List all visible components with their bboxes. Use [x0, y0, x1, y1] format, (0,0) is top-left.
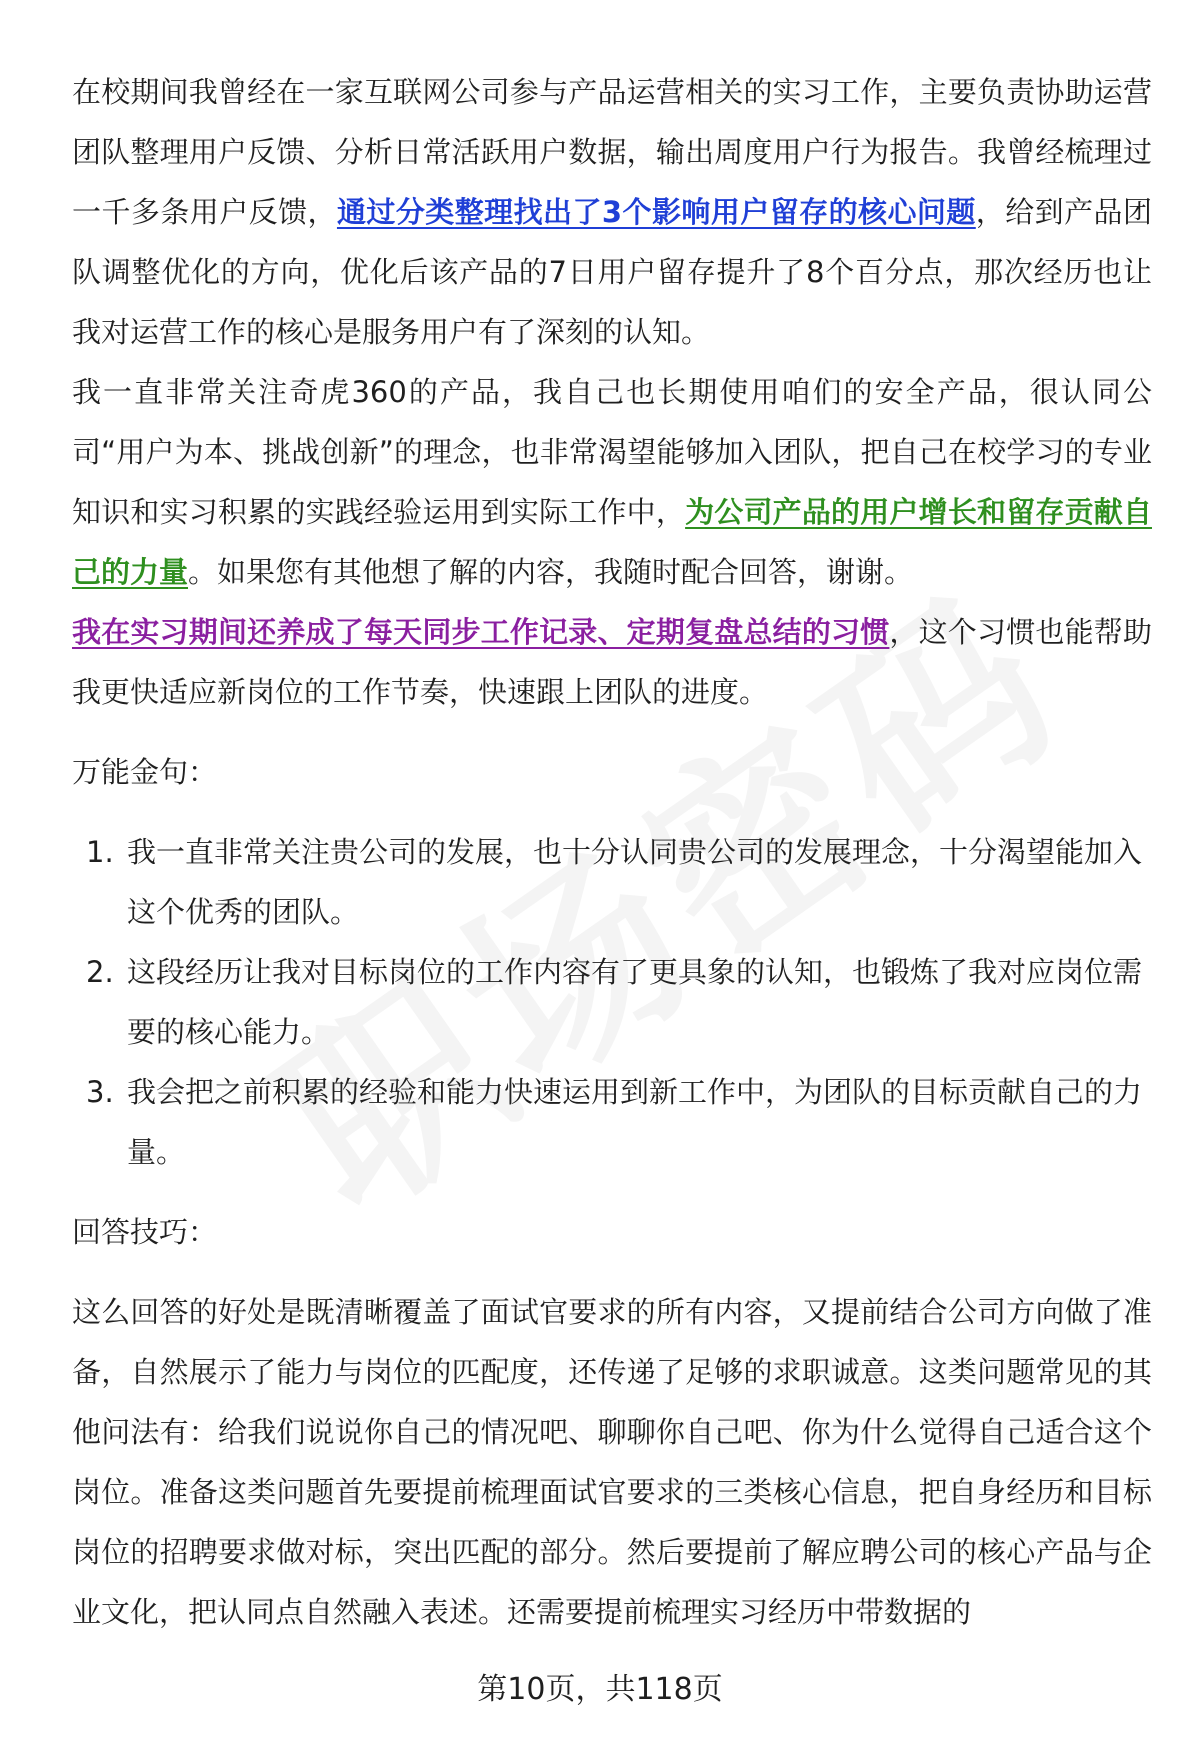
paragraph-habit [72, 602, 1152, 722]
page-number-footer: 第10页，共118页 [477, 1672, 723, 1707]
list-item-number: 1. [86, 835, 114, 869]
highlight-contribution: 为公司产品的用户增长和留存贡献自己的力量 [72, 495, 1152, 589]
list-item [72, 1062, 1152, 1182]
spacer [72, 1262, 1152, 1282]
paragraph-internship [72, 62, 1152, 362]
list-item-text: 我一直非常关注贵公司的发展，也十分认同贵公司的发展理念，十分渴望能加入这个优秀的团队。 [127, 835, 1143, 929]
document-body [72, 62, 1152, 1642]
list-item [72, 942, 1152, 1062]
list-item-text: 我会把之前积累的经验和能力快速运用到新工作中，为团队的目标贡献自己的力量。 [127, 1075, 1143, 1169]
answer-tips-paragraph: 这么回答的好处是既清晰覆盖了面试官要求的所有内容，又提前结合公司方向做了准备，自然展示了能力与岗位的匹配度，还传递了足够的求职诚意。这类问题常见的其他问法有：给我们说说你自己的情况吧、聊聊你自己吧、你为什么觉得自己适合这个岗位。准备这类问题首先要提前梳理面试官要求的三类核心信息，把自身经历和目标岗位的招聘要求做对标，突出匹配的部分。然后要提前了解应聘公司的核心产品与企业文化，把认同点自然融入表述。还需要提前梳理实习经历中带数据的 [72, 1295, 1152, 1629]
highlight-habit: 我在实习期间还养成了每天同步工作记录、定期复盘总结的习惯 [72, 615, 890, 649]
list-item-number: 3. [86, 1075, 114, 1109]
paragraph-company-text-1: 我一直非常关注奇虎360的产品，我自己也长期使用咱们的安全产品，很认同公司“用户为本、挑战创新”的理念，也非常渴望能够加入团队，把自己在校学习的专业知识和实习积累的实践经验运用到实际工作中， [72, 375, 1152, 529]
paragraph-internship-text-2: ，给到产品团队调整优化的方向，优化后该产品的7日用户留存提升了8个百分点，那次经历也让我对运营工作的核心是服务用户有了深刻的认知。 [72, 195, 1152, 349]
paragraph-company-interest [72, 362, 1152, 602]
golden-sentences-heading: 万能金句： [72, 755, 218, 789]
paragraph-internship-text-1: 在校期间我曾经在一家互联网公司参与产品运营相关的实习工作，主要负责协助运营团队整理用户反馈、分析日常活跃用户数据，输出周度用户行为报告。我曾经梳理过一千多条用户反馈， [72, 75, 1152, 229]
paragraph-habit-text: ，这个习惯也能帮助我更快适应新岗位的工作节奏，快速跟上团队的进度。 [72, 615, 1152, 709]
answer-tips-heading: 回答技巧： [72, 1215, 218, 1249]
highlight-retention-issues: 通过分类整理找出了3个影响用户留存的核心问题 [336, 195, 976, 229]
list-item [72, 822, 1152, 942]
list-item-number: 2. [86, 955, 114, 989]
golden-sentences-list [72, 822, 1152, 1182]
paragraph-company-text-2: 。如果您有其他想了解的内容，我随时配合回答，谢谢。 [188, 555, 914, 589]
list-item-text: 这段经历让我对目标岗位的工作内容有了更具象的认知，也锻炼了我对应岗位需要的核心能力。 [127, 955, 1143, 1049]
